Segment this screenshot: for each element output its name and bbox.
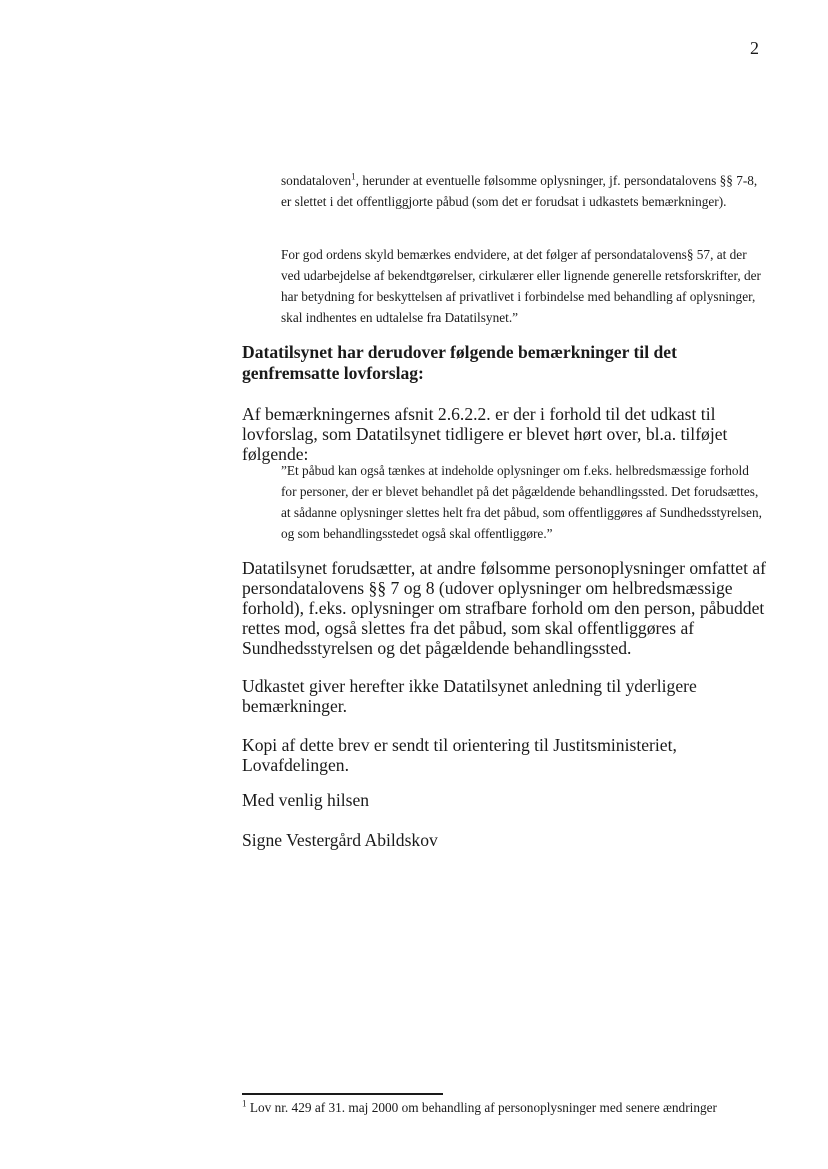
footnote-marker: 1 xyxy=(242,1098,247,1109)
body-paragraph-2: Datatilsynet forudsætter, at andre følsomme personoplysninger omfattet af persondatalovens §§ 7 og 8 (udover oplysninger om helbredsmæssige forhold), f.eks. oplysninger om strafbare forhold om den person, påbuddet rettes mod, også slettes fra det påbud, som skal offentliggøres af Sundhedsstyrelsen og det pågældende behandlingssted. xyxy=(242,558,767,658)
quote-paragraph-ordens-text: For god ordens skyld bemærkes endvidere, at det følger af persondatalovens§ 57, at der ved udarbejdelse af bekendtgørelser, cirkulærer eller lignende generelle retsforskrifter, der har betydning for beskyttelsen af privatlivet i forbindelse med behandling af oplysninger, skal indhentes en udtalelse fra Datatilsynet.” xyxy=(281,247,761,325)
quote-continuation-text-start: sondataloven xyxy=(281,173,352,188)
body-paragraph-4: Kopi af dette brev er sendt til orientering til Justitsministeriet, Lovafdelingen. xyxy=(242,735,677,775)
footnote-divider xyxy=(242,1093,443,1095)
footnote xyxy=(242,1099,717,1117)
block-quote xyxy=(281,460,765,544)
footnote-text: Lov nr. 429 af 31. maj 2000 om behandling af personoplysninger med senere ændringer xyxy=(249,1100,717,1115)
body-paragraph-1: Af bemærkningernes afsnit 2.6.2.2. er der i forhold til det udkast til lovforslag, som Datatilsynet tidligere er blevet hørt over, bl.a. tilføjet følgende: xyxy=(242,404,728,464)
quote-continuation-text-end: , herunder at eventuelle følsomme oplysninger, jf. persondatalovens §§ 7-8, er slettet i det offentliggjorte påbud (som det er forudsat i udkastets bemærkninger). xyxy=(281,173,758,209)
signature-name: Signe Vestergård Abildskov xyxy=(242,830,438,850)
section-heading: Datatilsynet har derudover følgende bemærkninger til det genfremsatte lovforslag: xyxy=(242,342,677,383)
quote-paragraph-ordens xyxy=(281,244,761,328)
block-quote-text: ”Et påbud kan også tænkes at indeholde oplysninger om f.eks. helbredsmæssige forhold for personer, der er blevet behandlet på det pågældende behandlingssted. Det forudsættes, at sådanne oplysninger slettes helt fra det påbud, som offentliggøres af Sundhedsstyrelsen, og som behandlingsstedet også skal offentliggøre.” xyxy=(281,463,762,541)
page-number: 2 xyxy=(750,38,759,58)
quote-continuation-paragraph xyxy=(281,170,761,212)
body-paragraph-3: Udkastet giver herefter ikke Datatilsynet anledning til yderligere bemærkninger. xyxy=(242,676,697,716)
closing-salutation: Med venlig hilsen xyxy=(242,790,370,810)
footnote-reference: 1 xyxy=(351,171,356,182)
